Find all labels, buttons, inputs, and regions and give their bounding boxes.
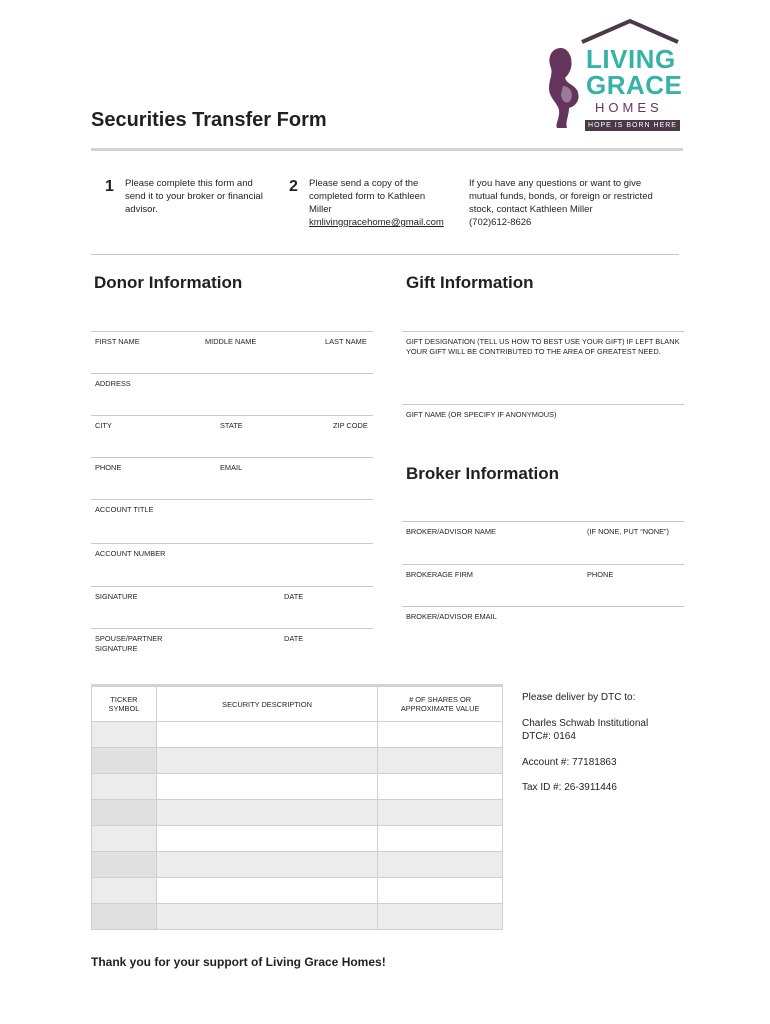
shares-value-header [378, 686, 503, 722]
steps-divider [91, 254, 679, 255]
shares-cell[interactable] [378, 878, 503, 904]
thank-you-note: Thank you for your support of Living Grace Homes! [91, 955, 386, 969]
spouse-signature-field[interactable] [95, 634, 163, 654]
table-row [92, 826, 503, 852]
field-line [91, 543, 373, 544]
gift-designation-line: YOUR GIFT WILL BE CONTRIBUTED TO THE AREA OF GREATEST NEED. [406, 347, 661, 356]
living-grace-homes-logo [540, 18, 685, 133]
contact-line: stock, contact Kathleen Miller [469, 204, 593, 215]
broker-email-field[interactable]: BROKER/ADVISOR EMAIL [406, 612, 497, 621]
broker-phone-field[interactable]: PHONE [587, 570, 614, 579]
description-cell[interactable] [156, 878, 377, 904]
brokerage-firm-field[interactable]: BROKERAGE FIRM [406, 570, 473, 579]
spouse-label-line: SPOUSE/PARTNER [95, 634, 163, 643]
middle-name-field[interactable]: MIDDLE NAME [205, 337, 257, 346]
pregnant-woman-icon [543, 46, 585, 130]
broker-none-hint: (IF NONE, PUT “NONE”) [587, 527, 669, 536]
description-cell[interactable] [156, 748, 377, 774]
logo-text-homes: HOMES [595, 100, 663, 115]
shares-cell[interactable] [378, 748, 503, 774]
custodian-block [522, 717, 648, 743]
logo-text-grace: GRACE [586, 70, 683, 100]
account-number: Account #: 77181863 [522, 757, 617, 768]
table-row [92, 774, 503, 800]
step-1-line: send it to your broker or financial [125, 191, 263, 202]
security-description-header: SECURITY DESCRIPTION [156, 686, 377, 722]
custodian-name: Charles Schwab Institutional [522, 718, 649, 729]
ticker-cell[interactable] [92, 748, 157, 774]
state-field[interactable]: STATE [220, 421, 243, 430]
email-field[interactable]: EMAIL [220, 463, 243, 472]
field-line [91, 457, 373, 458]
city-field[interactable]: CITY [95, 421, 112, 430]
house-roof-icon [580, 18, 680, 44]
gift-designation-field[interactable] [406, 337, 686, 357]
ticker-cell[interactable] [92, 774, 157, 800]
description-cell[interactable] [156, 722, 377, 748]
description-cell[interactable] [156, 826, 377, 852]
contact-phone: (702)612-8626 [469, 217, 532, 228]
field-line [91, 331, 373, 332]
phone-field[interactable]: PHONE [95, 463, 122, 472]
shares-cell[interactable] [378, 722, 503, 748]
step-2-line: Please send a copy of the [309, 178, 419, 189]
description-cell[interactable] [156, 800, 377, 826]
header-line: # OF SHARES OR [409, 695, 472, 704]
table-row [92, 878, 503, 904]
broker-heading: Broker Information [406, 464, 560, 483]
form-title: Securities Transfer Form [91, 109, 327, 131]
ticker-cell[interactable] [92, 904, 157, 930]
field-line [402, 404, 684, 405]
ticker-cell[interactable] [92, 826, 157, 852]
ticker-symbol-header [92, 686, 157, 722]
signature-date-field[interactable]: DATE [284, 592, 304, 601]
gift-name-field[interactable]: GIFT NAME (OR SPECIFY IF ANONYMOUS) [406, 410, 557, 419]
field-line [402, 521, 684, 522]
ticker-cell[interactable] [92, 878, 157, 904]
field-line [91, 586, 373, 587]
spouse-date-field[interactable]: DATE [284, 634, 304, 643]
header-line: TICKER [110, 695, 138, 704]
gift-heading: Gift Information [406, 273, 534, 292]
ticker-cell[interactable] [92, 800, 157, 826]
title-divider [91, 148, 683, 151]
step-2-line: completed form to Kathleen [309, 191, 426, 202]
gift-designation-line: GIFT DESIGNATION (TELL US HOW TO BEST USE YOUR GIFT) IF LEFT BLANK [406, 337, 680, 346]
last-name-field[interactable]: LAST NAME [325, 337, 367, 346]
contact-info-text [469, 177, 689, 229]
field-line [402, 606, 684, 607]
description-cell[interactable] [156, 904, 377, 930]
table-row [92, 904, 503, 930]
dtc-number: DTC#: 0164 [522, 731, 576, 742]
step-2-text [309, 177, 469, 229]
shares-cell[interactable] [378, 852, 503, 878]
ticker-cell[interactable] [92, 722, 157, 748]
contact-line: mutual funds, bonds, or foreign or restricted [469, 191, 653, 202]
field-line [91, 628, 373, 629]
contact-line: If you have any questions or want to give [469, 178, 642, 189]
shares-cell[interactable] [378, 904, 503, 930]
shares-cell[interactable] [378, 826, 503, 852]
logo-tagline: HOPE IS BORN HERE [585, 120, 680, 131]
step-1-text [125, 177, 285, 216]
step-1-number: 1 [105, 178, 114, 195]
step-2-number: 2 [289, 178, 298, 195]
tax-id: Tax ID #: 26-3911446 [522, 782, 617, 793]
step-1-line: advisor. [125, 204, 158, 215]
first-name-field[interactable]: FIRST NAME [95, 337, 140, 346]
table-row [92, 852, 503, 878]
spouse-label-line: SIGNATURE [95, 644, 138, 653]
description-cell[interactable] [156, 852, 377, 878]
table-row [92, 800, 503, 826]
field-line [91, 373, 373, 374]
header-line: APPROXIMATE VALUE [400, 704, 480, 713]
description-cell[interactable] [156, 774, 377, 800]
logo-text-living: LIVING [586, 44, 676, 74]
ticker-cell[interactable] [92, 852, 157, 878]
donor-heading: Donor Information [94, 273, 243, 292]
shares-cell[interactable] [378, 800, 503, 826]
field-line [91, 499, 373, 500]
delivery-instructions: Please deliver by DTC to: [522, 692, 636, 703]
signature-field[interactable]: SIGNATURE [95, 592, 138, 601]
table-row [92, 748, 503, 774]
contact-email-link[interactable]: kmlivinggracehome@gmail.com [309, 217, 444, 228]
account-number-field[interactable]: ACCOUNT NUMBER [95, 549, 166, 558]
table-header-row [92, 686, 503, 722]
zip-code-field[interactable]: ZIP CODE [333, 421, 368, 430]
table-row [92, 722, 503, 748]
address-field[interactable]: ADDRESS [95, 379, 131, 388]
step-1-line: Please complete this form and [125, 178, 253, 189]
field-line [91, 415, 373, 416]
account-title-field[interactable]: ACCOUNT TITLE [95, 505, 154, 514]
header-line: SYMBOL [108, 704, 140, 713]
securities-table [91, 684, 503, 930]
step-2-line: Miller [309, 204, 332, 215]
shares-cell[interactable] [378, 774, 503, 800]
broker-name-field[interactable]: BROKER/ADVISOR NAME [406, 527, 496, 536]
field-line [402, 331, 684, 332]
field-line [402, 564, 684, 565]
